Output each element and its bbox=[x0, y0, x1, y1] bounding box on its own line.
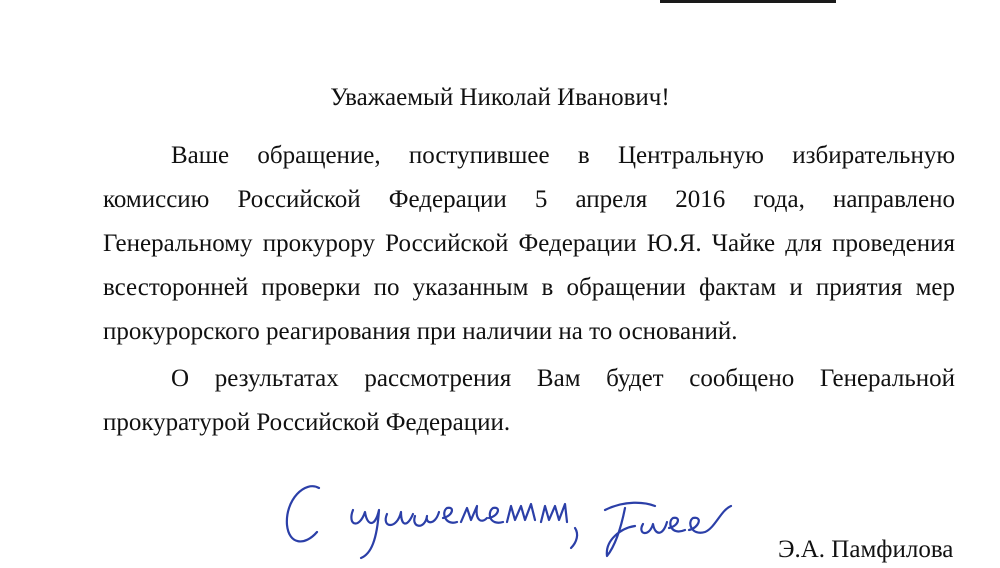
handwritten-signature bbox=[275, 470, 755, 560]
signer-name: Э.А. Памфилова bbox=[778, 536, 954, 563]
salutation: Уважаемый Николай Иванович! bbox=[330, 84, 670, 111]
body-paragraph-1: Ваше обращение, поступившее в Центральную избирательную комиссию Российской Федерации 5 апреля 2016 года, направлено Генеральному прокурору Российской Федерации Ю.Я. Чайке для проведения всесторонней проверки по указанным в обращении фактам и приятия мер прокурорского реагирования при наличии на то оснований. bbox=[103, 142, 955, 345]
header-edge-mark bbox=[660, 0, 836, 3]
body-paragraph-2: О результатах рассмотрения Вам будет сообщено Генеральной прокуратурой Российской Федерации. bbox=[103, 365, 955, 436]
